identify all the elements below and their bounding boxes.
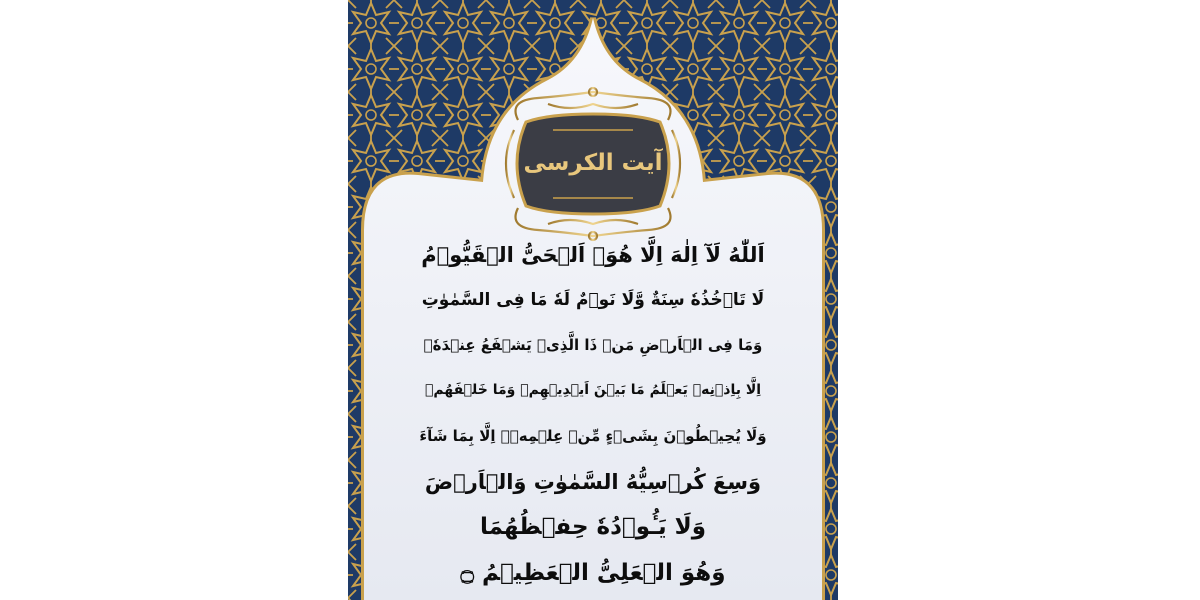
- verse-line: وَسِعَ كُرۡسِیُّهُ السَّمٰوٰتِ وَالۡاَرۡضَ: [424, 470, 762, 494]
- verse-line: اِلَّا بِاِذۡنِهٖ یَعۡلَمُ مَا بَیۡنَ اَیۡدِیۡهِمۡ وَمَا خَلۡفَهُمۡ: [424, 382, 762, 398]
- page-title: آیت الکرسی: [523, 150, 663, 176]
- verse-line: وَلَا یَـُٔوۡدُهٗ حِفۡظُهُمَا: [479, 514, 707, 540]
- verse-line: لَا تَاۡخُذُهٗ سِنَةٌ وَّلَا نَوۡمٌ لَهٗ مَا فِی السَّمٰوٰتِ: [421, 290, 765, 310]
- verse-block: [418, 228, 768, 600]
- verse-line: اَللّٰهُ لَآ اِلٰهَ اِلَّا هُوَۚ اَلۡحَیُّ الۡقَیُّوۡمُ: [421, 243, 765, 267]
- verse-line: وَلَا یُحِیۡطُوۡنَ بِشَیۡءٍ مِّنۡ عِلۡمِهٖۤ اِلَّا بِمَا شَآءَ: [419, 427, 767, 445]
- verse-line: وَمَا فِی الۡاَرۡضِ مَنۡ ذَا الَّذِیۡ یَشۡفَعُ عِنۡدَهٗۤ: [423, 336, 763, 354]
- verse-line: وَهُوَ الۡعَلِیُّ الۡعَظِیۡمُ ۝: [460, 560, 726, 586]
- ayat-al-kursi-poster: [348, 0, 838, 600]
